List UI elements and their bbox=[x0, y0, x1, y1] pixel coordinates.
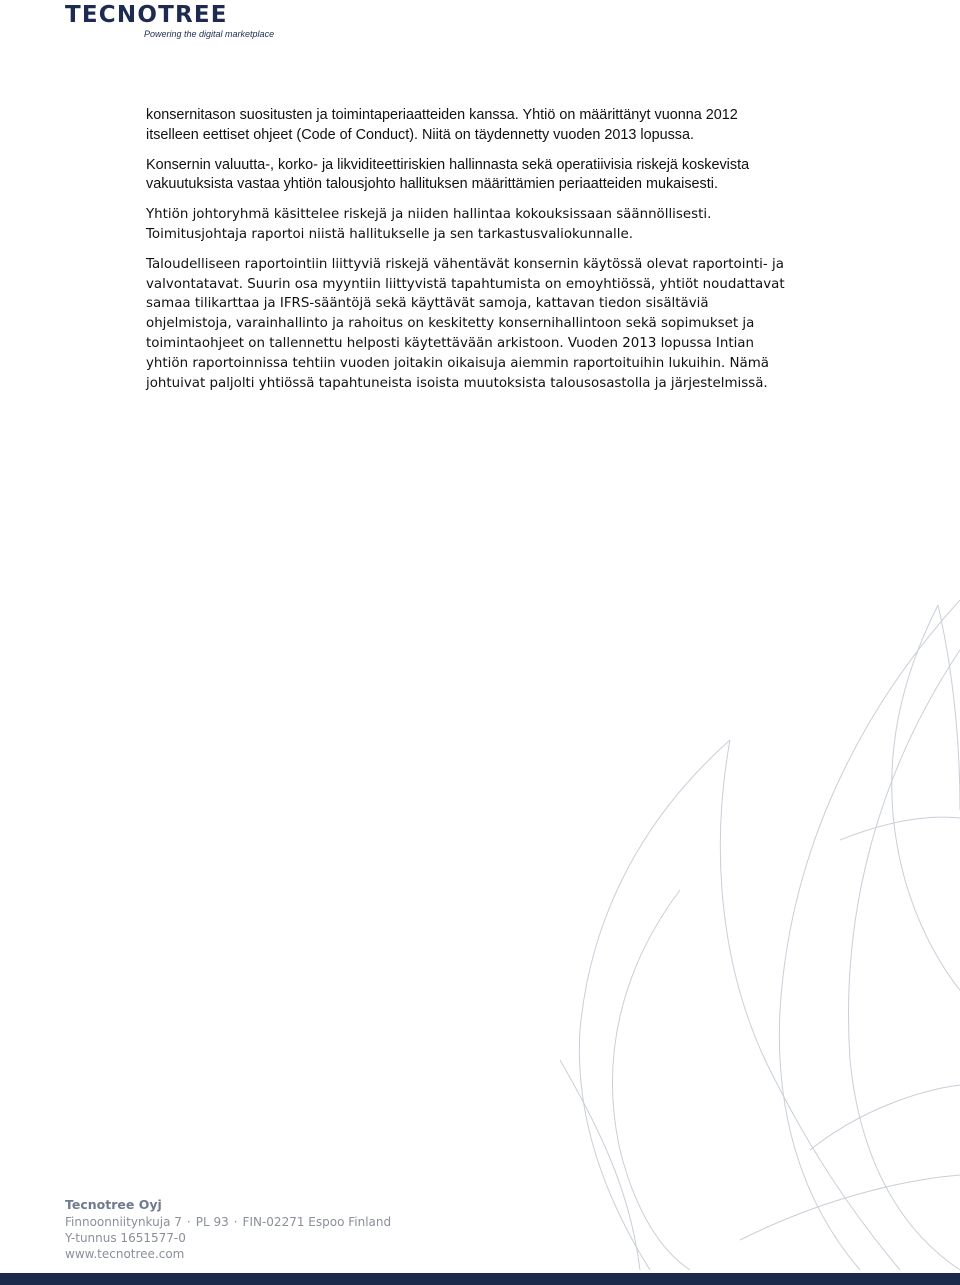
decorative-leaf-graphic bbox=[560, 590, 960, 1270]
paragraph-ceo-reporting: Toimitusjohtaja raportoi niistä hallitukselle ja sen tarkastusvaliokunnalle. bbox=[146, 226, 633, 242]
footer-website-link[interactable]: www.tecnotree.com bbox=[65, 1247, 185, 1261]
logo-tagline: Powering the digital marketplace bbox=[144, 29, 275, 39]
footer-postal: FIN-02271 Espoo Finland bbox=[242, 1215, 392, 1229]
paragraph-code-of-conduct: konsernitason suositusten ja toimintaperiaatteiden kanssa. Yhtiö on määrittänyt vuonna 2012 itselleen eettiset ohjeet (Code of Conduct). Niitä on täydennetty vuoden 2013 lopussa. bbox=[146, 107, 738, 143]
footer-business-id: Y-tunnus 1651577-0 bbox=[65, 1231, 186, 1245]
footer-company-name: Tecnotree Oyj bbox=[65, 1197, 162, 1212]
separator-dot: · bbox=[233, 1215, 238, 1229]
document-body bbox=[146, 106, 786, 393]
footer-address bbox=[65, 1214, 391, 1230]
footer-street: Finnoonniitynkuja 7 bbox=[65, 1215, 182, 1229]
paragraph-financial-reporting: Taloudelliseen raportointiin liittyviä riskejä vähentävät konsernin käytössä olevat raportointi- ja valvontatavat. Suurin osa myyntiin liittyvistä tapahtumista on emoyhtiössä, yhtiöt noudattavat samaa tilikarttaa ja IFRS-sääntöjä sekä käyttävät samoja, kattavan tiedon sisältäviä ohjelmistoja, varainhallinto ja rahoitus on keskitetty konsernihallintoon sekä sopimukset ja toimintaohjeet on tallennettu helposti käytettävään arkistoon. Vuoden 2013 lopussa Intian yhtiön raportoinnissa tehtiin vuoden joitakin oikaisuja aiemmin raportoituihin lukuihin. Nämä johtuivat paljolti yhtiössä tapahtuneista isoista muutoksista talousosastolla ja järjestelmissä. bbox=[146, 256, 785, 391]
company-logo bbox=[65, 2, 274, 40]
paragraph-risk-management: Konsernin valuutta-, korko- ja likviditeettiriskien hallinnasta sekä operatiivisia riskejä koskevista vakuutuksista vastaa yhtiön talousjohto hallituksen määrittämien periaatteiden mukaisesti. bbox=[146, 156, 750, 193]
separator-dot: · bbox=[186, 1215, 191, 1229]
logo-wordmark: TECNOTREE bbox=[65, 2, 228, 28]
footer-bar bbox=[0, 1273, 960, 1285]
footer bbox=[65, 1196, 391, 1262]
paragraph-management-team: Yhtiön johtoryhmä käsittelee riskejä ja niiden hallintaa kokouksissaan säännöllisesti. bbox=[146, 207, 712, 223]
footer-po-box: PL 93 bbox=[195, 1215, 229, 1229]
